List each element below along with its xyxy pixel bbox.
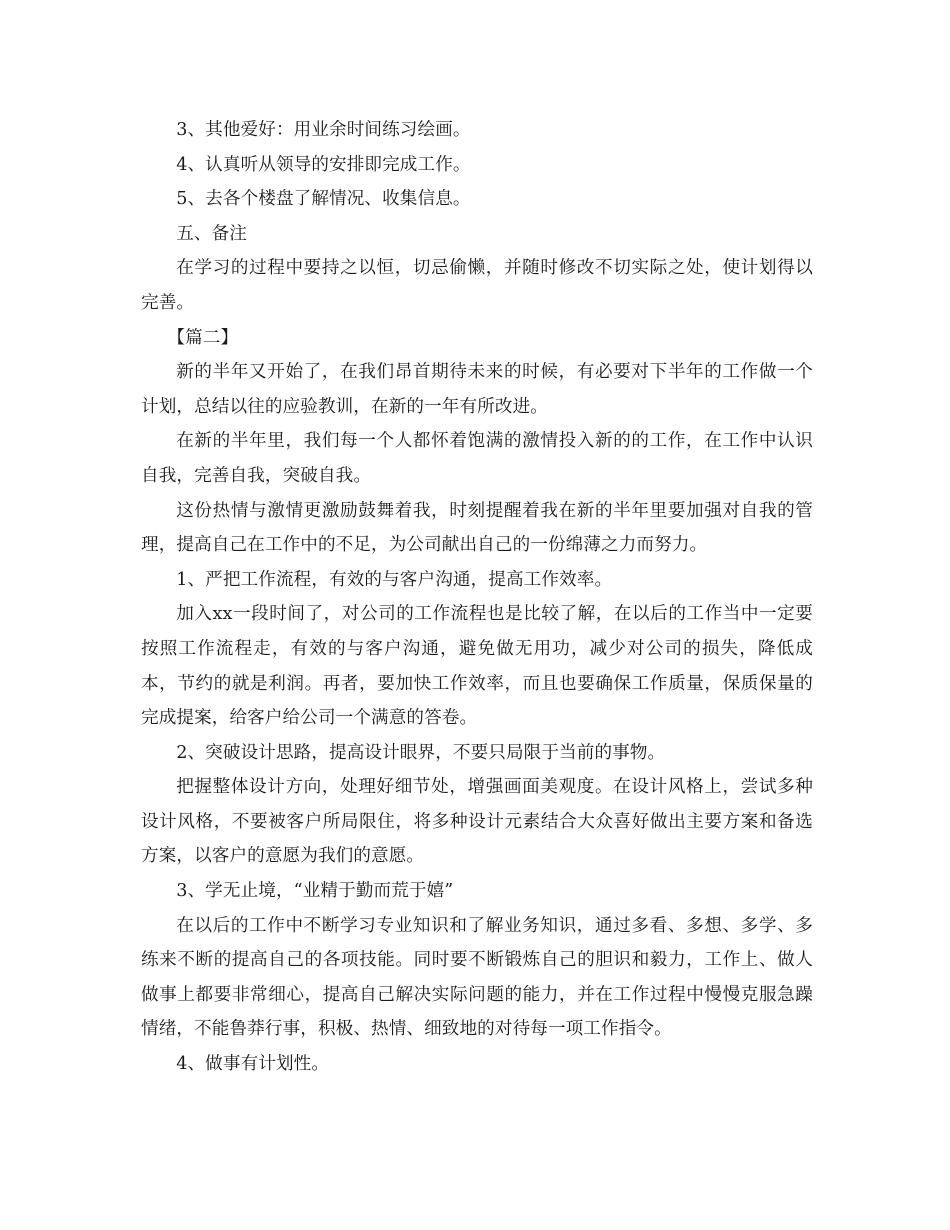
paragraph: 4、做事有计划性。 bbox=[176, 1054, 330, 1075]
paragraph: 5、去各个楼盘了解情况、收集信息。 bbox=[176, 189, 471, 210]
chapter-heading: 【篇二】 bbox=[167, 327, 239, 348]
paragraph: 把握整体设计方向，处理好细节处，增强画面美观度。在设计风格上，尝试多种设计风格，不要被客户所局限住，将多种设计元素结合大众喜好做出主要方案和备选方案，以客户的意愿为我们的意愿。 bbox=[141, 777, 813, 867]
paragraph: 3、其他爱好：用业余时间练习绘画。 bbox=[176, 120, 471, 140]
paragraph: 4、认真听从领导的安排即完成工作。 bbox=[176, 154, 471, 175]
paragraph: 新的半年又开始了，在我们昂首期待未来的时候，有必要对下半年的工作做一个计划，总结以往的应验教训，在新的一年有所改进。 bbox=[141, 362, 813, 417]
section-heading: 五、备注 bbox=[176, 223, 247, 244]
paragraph: 2、突破设计思路，提高设计眼界，不要只局限于当前的事物。 bbox=[176, 742, 666, 763]
paragraph: 3、学无止境，“业精于勤而荒于嬉” bbox=[176, 881, 454, 902]
paragraph: 这份热情与激情更激励鼓舞着我，时刻提醒着我在新的半年里要加强对自我的管理，提高自己在工作中的不足，为公司献出自己的一份绵薄之力而努力。 bbox=[141, 500, 813, 556]
paragraph: 加入xx一段时间了，对公司的工作流程也是比较了解，在以后的工作当中一定要按照工作流程走，有效的与客户沟通，避免做无用功，减少对公司的损失，降低成本，节约的就是利润。再者，要加快工作效率，而且也要确保工作质量，保质保量的完成提案，给客户给公司一个满意的答卷。 bbox=[141, 604, 813, 729]
paragraph: 1、严把工作流程，有效的与客户沟通，提高工作效率。 bbox=[176, 569, 613, 590]
document-body bbox=[141, 113, 813, 1082]
paragraph: 在新的半年里，我们每一个人都怀着饱满的激情投入新的的工作，在工作中认识自我，完善自我，突破自我。 bbox=[141, 431, 813, 486]
paragraph: 在学习的过程中要持之以恒，切忌偷懒，并随时修改不切实际之处，使计划得以完善。 bbox=[141, 258, 813, 313]
paragraph: 在以后的工作中不断学习专业知识和了解业务知识，通过多看、多想、多学、多练来不断的提高自己的各项技能。同时要不断锻炼自己的胆识和毅力，工作上、做人做事上都要非常细心，提高自己解决实际问题的能力，并在工作过程中慢慢克服急躁情绪，不能鲁莽行事，积极、热情、细致地的对待每一项工作指令。 bbox=[141, 915, 813, 1040]
